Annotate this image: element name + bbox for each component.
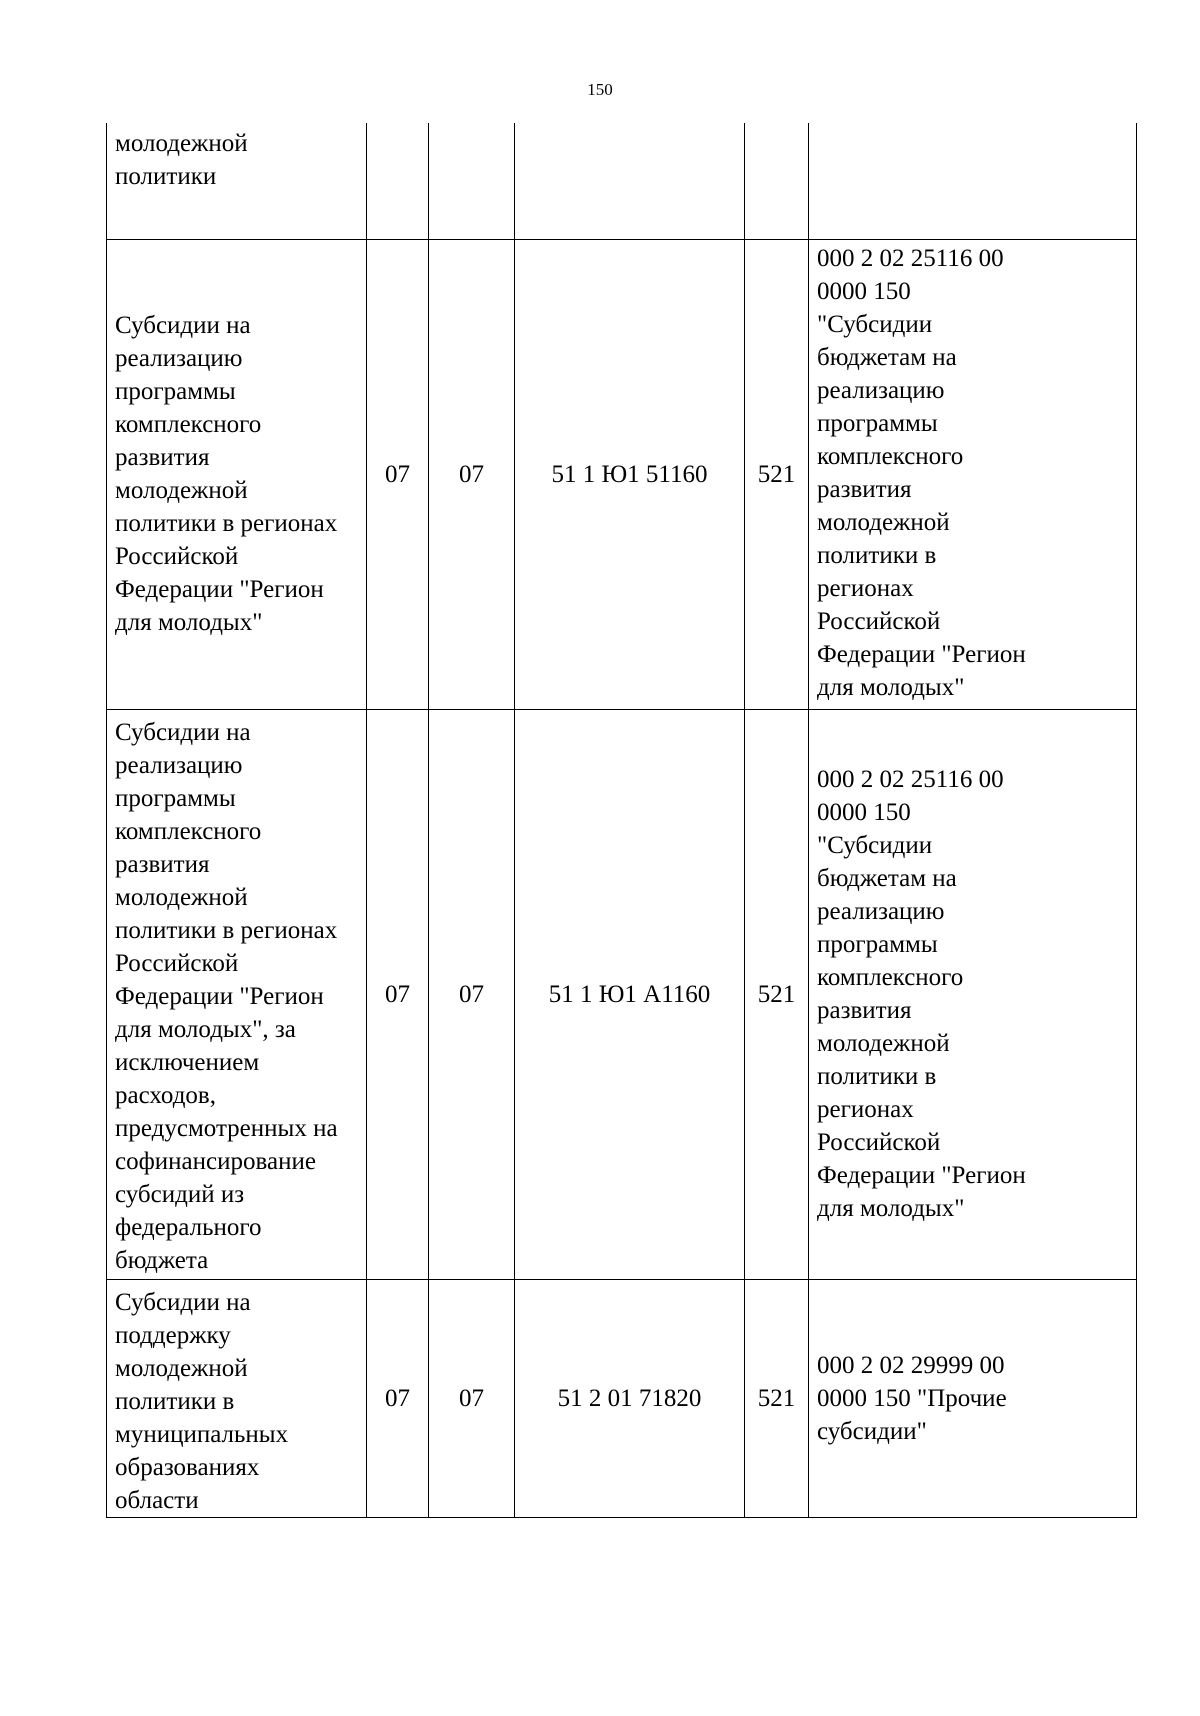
row-vr [745,123,809,239]
row-razdel: 07 [367,709,429,1279]
row-podrazdel: 07 [429,1279,515,1517]
row-vr: 521 [745,1279,809,1517]
row-csr: 51 2 01 71820 [515,1279,745,1517]
row-csr [515,123,745,239]
row-income-code [809,123,1137,239]
row-razdel: 07 [367,1279,429,1517]
row-income-code: 000 2 02 25116 00 0000 150 "Субсидии бюджетам на реализацию программы комплексного развития молодежной политики в регионах Российской Федерации "Регион для молодых" [809,239,1137,709]
row-razdel: 07 [367,239,429,709]
row-name: Субсидии на поддержку молодежной политики в муниципальных образованиях области [107,1279,367,1517]
table-row [107,239,1137,709]
row-csr: 51 1 Ю1 51160 [515,239,745,709]
row-income-code: 000 2 02 29999 00 0000 150 "Прочие субсидии" [809,1279,1137,1517]
row-podrazdel [429,123,515,239]
row-vr: 521 [745,709,809,1279]
row-csr: 51 1 Ю1 А1160 [515,709,745,1279]
table-row [107,709,1137,1279]
row-income-code: 000 2 02 25116 00 0000 150 "Субсидии бюджетам на реализацию программы комплексного развития молодежной политики в регионах Российской Федерации "Регион для молодых" [809,709,1137,1279]
row-razdel [367,123,429,239]
row-podrazdel: 07 [429,239,515,709]
row-name: молодежной политики [107,123,367,239]
table-row [107,123,1137,239]
row-name: Субсидии на реализацию программы комплексного развития молодежной политики в регионах Российской Федерации "Регион для молодых", за исключением расходов, предусмотренных на софинансирование субсидий из федерального бюджета [107,709,367,1279]
table-row [107,1279,1137,1517]
row-name: Субсидии на реализацию программы комплексного развития молодежной политики в регионах Российской Федерации "Регион для молодых" [107,239,367,709]
row-podrazdel: 07 [429,709,515,1279]
page-number: 150 [587,80,613,99]
budget-table [106,123,1137,1518]
row-vr: 521 [745,239,809,709]
